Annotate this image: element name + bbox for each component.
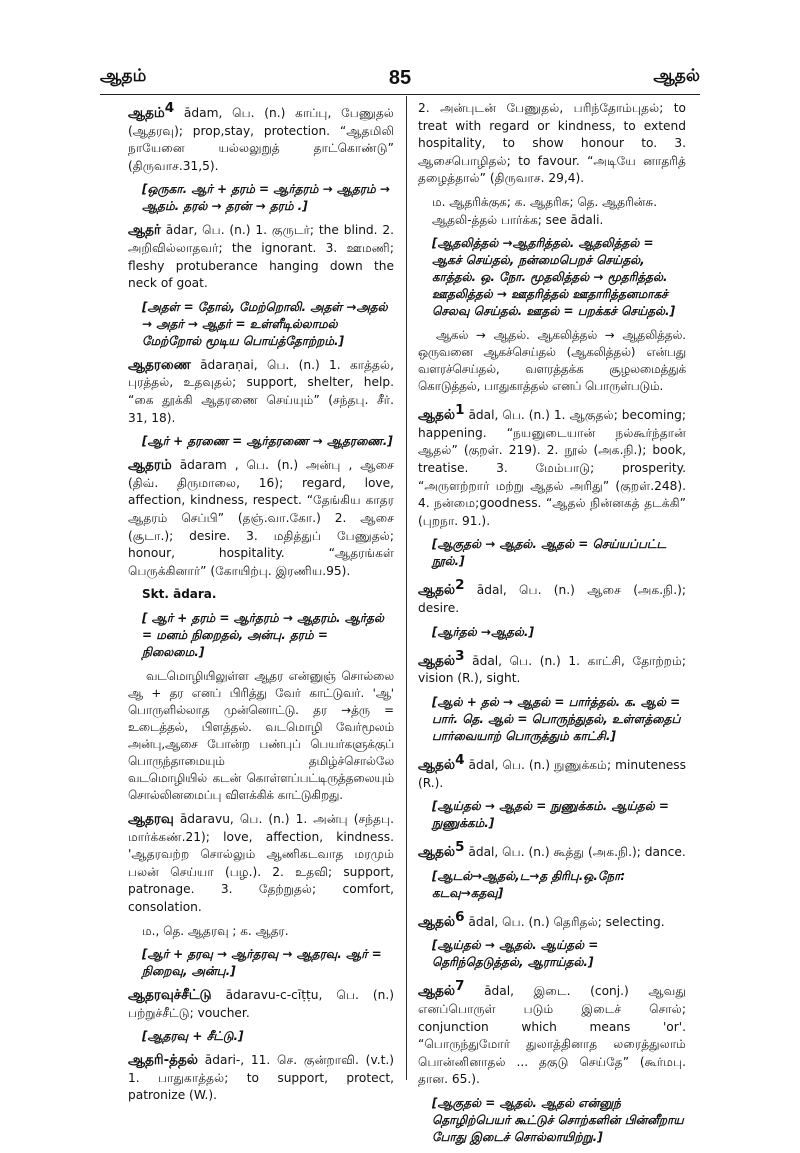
etymology-note: [ஆய்தல் → ஆதல். ஆய்தல் = தெரிந்தெடுத்தல், ஆராய்தல்.]: [432, 938, 599, 970]
dictionary-entry: [128, 1052, 394, 1105]
entry-headword: ஆதரம்: [128, 457, 172, 474]
entry-continuation: 2. அன்புடன் பேணுதல், பரிந்தோம்புதல்; to treat with regard or kindness, to extend hospitality, to show honour to. 3. ஆசைபொழிதல்; to favour. “அடியே னாதரித் தழைத்தால்” (திருவாச. 29,4).: [418, 101, 686, 186]
entry-definition: ādaraṇai, பெ. (n.) 1. காத்தல், புரத்தல், உதவுதல்; support, shelter, help. “கை தூக்கி ஆதரணை செய்யும்” (சந்தபு. சீர். 31, 18).: [128, 357, 394, 425]
entry-definition: ādar, பெ. (n.) 1. குருடர்; the blind. 2. அறிவில்லாதவர்; the ignorant. 3. ஊமணி; fleshy protuberance hanging down the neck of goat.: [128, 223, 395, 291]
dictionary-entry: [418, 978, 686, 1089]
dictionary-entry: [418, 909, 686, 932]
homonym-number: 2: [455, 577, 465, 594]
dictionary-entry: [128, 357, 394, 427]
entry-headword: ஆதர்: [128, 222, 161, 239]
dictionary-entry: [128, 987, 394, 1022]
entry-headword: ஆதரவுச்சீட்டு: [128, 987, 212, 1004]
header-first-word: ஆதம்: [100, 66, 147, 86]
entry-headword: ஆதல்: [418, 756, 456, 773]
sanskrit-form: Skt. ādara.: [142, 587, 217, 602]
homonym-number: 1: [455, 402, 465, 419]
homonym-number: 7: [455, 978, 465, 995]
entry-headword: ஆதரி-த்தல்: [128, 1052, 198, 1069]
cognates-line: ம. ஆதரிக்குக; க. ஆதரிசு; தெ. ஆதரின்சு. ஆதலி-த்தல் பார்க்க; see ādali.: [432, 194, 658, 227]
entry-headword: ஆதல்: [418, 844, 456, 861]
homonym-number: 5: [455, 839, 465, 856]
page-number: 85: [388, 67, 412, 89]
etymology-note: [ ஆர் + தரம் = ஆர்தரம் → ஆதரம். ஆர்தல் = மனம் நிறைதல், அன்பு. தரம் = நிலைமை.]: [142, 610, 384, 659]
entry-definition: ādal, பெ. (n.) தெரிதல்; selecting.: [468, 914, 665, 929]
etymology-note: [ஆடல்→ஆதல்,ட→த திரிபு.ஒ.நோ: கடவு→கதவு]: [432, 868, 626, 900]
entry-definition: ādaravu-c-cīṭṭu, பெ. (n.) பற்றுச்சீட்டு; voucher.: [128, 988, 394, 1020]
dictionary-entry: [128, 100, 394, 175]
homonym-number: 4: [164, 100, 175, 116]
etymology-note: [ஆர் + தரவு → ஆர்தரவு → ஆதரவு. ஆர் = நிறைவு, அன்பு.]: [142, 947, 382, 979]
entry-definition: ādal, பெ. (n.) கூத்து (அக.நி.); dance.: [468, 845, 686, 860]
etymology-note: [ஒருகா. ஆர் + தரம் = ஆர்தரம் → ஆதரம் → ஆதம். தரல் → தரன் → தரம் .]: [142, 182, 390, 214]
entry-headword: ஆதல்: [418, 407, 456, 424]
etymology-note: [ஆதரவு + சீட்டு.]: [142, 1029, 244, 1044]
entry-headword: ஆதல்: [418, 913, 456, 930]
entry-definition: ādaram , பெ. (n.) அன்பு , ஆசை (திவ். திருமாலை, 16); regard, love, affection, kindness, respect. “தேங்கிய காதர ஆதரம் செப்பி” (தஞ்.வா.கோ.) 2. ஆசை (சூடா.); desire. 3. மதித்துப் பேணுதல்; honour, hospitality. “ஆதரங்கள் பெருக்கினார்” (கோயிற்பு. இரணிய.95).: [128, 458, 394, 578]
dictionary-entry: [418, 648, 686, 688]
etymology-note: [ஆர் + தரணை = ஆர்தரணை → ஆதரணை.]: [142, 434, 393, 449]
dictionary-entry: [128, 457, 394, 580]
entry-definition: ādal, இடை. (conj.) ஆவது எனப்பொருள் படும் இடைச் சொல்; conjunction which means 'or'. “பொருந்துமோர் துலாத்தினாத லரைத்துலாம் பொன்னினாதல் ... தகுடு செய்தே” (கூர்மபு. தான. 65.).: [418, 984, 686, 1087]
etymology-note: [ஆல் + தல் → ஆதல் = பார்த்தல். க. ஆல் = பார். தெ. ஆல் = பொருந்துதல், உள்ளத்தைப் பார்வையாற் பொருத்தும் காட்சி.]: [432, 694, 681, 743]
entry-headword: ஆதரணை: [128, 356, 191, 373]
entry-headword: ஆதல்: [418, 582, 456, 599]
entry-definition: ādal, பெ. (n.) நுணுக்கம்; minuteness (R.).: [418, 757, 686, 790]
dictionary-entry: [418, 402, 686, 530]
running-header: [100, 58, 700, 95]
entry-definition: ādam, பெ. (n.) காப்பு, பேணுதல் (ஆதரவு); prop,stay, protection. “ஆதமிலி நாயேனை யல்லலுறுத் தாட்கொண்டு” (திருவாச.31,5).: [128, 106, 395, 173]
etymology-note: [ஆகுதல் = ஆதல். ஆதல் என்னுந் தொழிற்பெயர் கூட்டுச் சொற்களின் பின்னீறாய போது இடைச் சொல்லாயிற்று.]: [432, 1096, 684, 1145]
entry-definition: ādal, பெ. (n.) 1. ஆகுதல்; becoming; happening. “நயனுடையான் நல்கூர்ந்தான் ஆதல்” (குறள். 219). 2. நூல் (அக.நி.); book, treatise. 3. மேம்பாடு; prosperity. “அருளற்றார் மற்று ஆதல் அரிது” (குறள்.248). 4. நன்மை;goodness. “ஆதல் நின்னகத் தடக்கி” (புறநா. 91.).: [418, 408, 686, 528]
entry-headword: ஆதம்: [128, 105, 165, 122]
left-column: [128, 100, 394, 1111]
header-last-word: ஆதல்: [653, 66, 700, 86]
etymology-note: [ஆர்தல் →ஆதல்.]: [432, 624, 534, 639]
commentary-paragraph: வடமொழியிலுள்ள ஆதர என்னுஞ் சொல்லை ஆ + தர எனப் பிரித்து வேர் காட்டுவர். 'ஆ' பொருளில்லாத முன்னொட்டு. தர →த்ரு = உடைத்தல், பிளத்தல். வடமொழி வேர்மூலம் அன்பு,ஆசை போன்ற பண்புப் பெயர்களுக்குப் பொருந்தாமையும் தமிழ்ச்சொல்லே வடமொழியில் கடன் கொள்ளப்பட்டிருத்தலையும் சொல்லினமைப்பு விளக்கிக் காட்டுகிறது.: [128, 668, 394, 802]
etymology-note: [ஆய்தல் → ஆதல் = நுணுக்கம். ஆய்தல் = நுணுக்கம்.]: [432, 799, 669, 831]
etymology-note: [ஆதலித்தல் →ஆதரித்தல். ஆதலித்தல் = ஆகச் செய்தல், நன்மைபெறச் செய்தல், காத்தல். ஒ. நோ. மூதலித்தல் → மூதரித்தல். ஊதலித்தல் → ஊதரித்தல் ஊதாரித்தனமாகச் செலவு செய்தல். ஊதல் = பறக்கச் செய்தல்.]: [432, 236, 676, 319]
entry-definition: ādal, பெ. (n.) ஆசை (அக.நி.); desire.: [418, 583, 686, 616]
homonym-number: 3: [455, 647, 465, 664]
homonym-number: 6: [455, 908, 465, 925]
cognates-line: ம., தெ. ஆதரவு ; க. ஆதர.: [142, 923, 289, 938]
etymology-note: [அதள் = தோல், மேற்றொலி. அதள் →அதல் → அதர் → ஆதர் = உள்ளீடில்லாமல் மேற்றோல் மூடிய பொய்த்தோற்றம்.]: [142, 299, 388, 348]
entry-headword: ஆதல்: [418, 652, 456, 669]
dictionary-entry: [128, 222, 394, 292]
homonym-number: 4: [455, 751, 465, 768]
dictionary-entry: [418, 839, 686, 862]
dictionary-entry: [418, 752, 686, 792]
dictionary-entry: [128, 811, 394, 917]
dictionary-entry: [418, 577, 686, 617]
entry-definition: ādal, பெ. (n.) 1. காட்சி, தோற்றம்; vision (R.), sight.: [418, 653, 687, 686]
right-column: [418, 100, 686, 1153]
entry-definition: ādaravu, பெ. (n.) 1. அன்பு (சந்தபு. மார்க்கண்.21); love, affection, kindness. 'ஆதரவற்ற சொல்லும் ஆணிகடவாத மரமும் பலன் செய்யா (பழ.). 2. உதவி; support, patronage. 3. தேற்றுதல்; comfort, consolation.: [128, 811, 394, 914]
entry-definition: ādari-, 11. செ. குன்றாவி. (v.t.) 1. பாதுகாத்தல்; to support, protect, patronize (W.).: [128, 1053, 394, 1103]
commentary-paragraph: ஆகல் → ஆதல். ஆகலித்தல் → ஆதலித்தல். ஒருவனை ஆகச்செய்தல் (ஆகலித்தல்) என்பது வளரச்செய்தல், வளரத்தக்க சூழலமைத்துக் கொடுத்தல், பாதுகாத்தல் எனப் பொருள்படும்.: [418, 328, 686, 394]
entry-headword: ஆதல்: [418, 983, 456, 1000]
etymology-note: [ஆகுதல் → ஆதல். ஆதல் = செய்யப்பட்ட நூல்.]: [432, 537, 667, 569]
entry-headword: ஆதரவு: [128, 810, 174, 827]
column-divider: [406, 96, 407, 1080]
